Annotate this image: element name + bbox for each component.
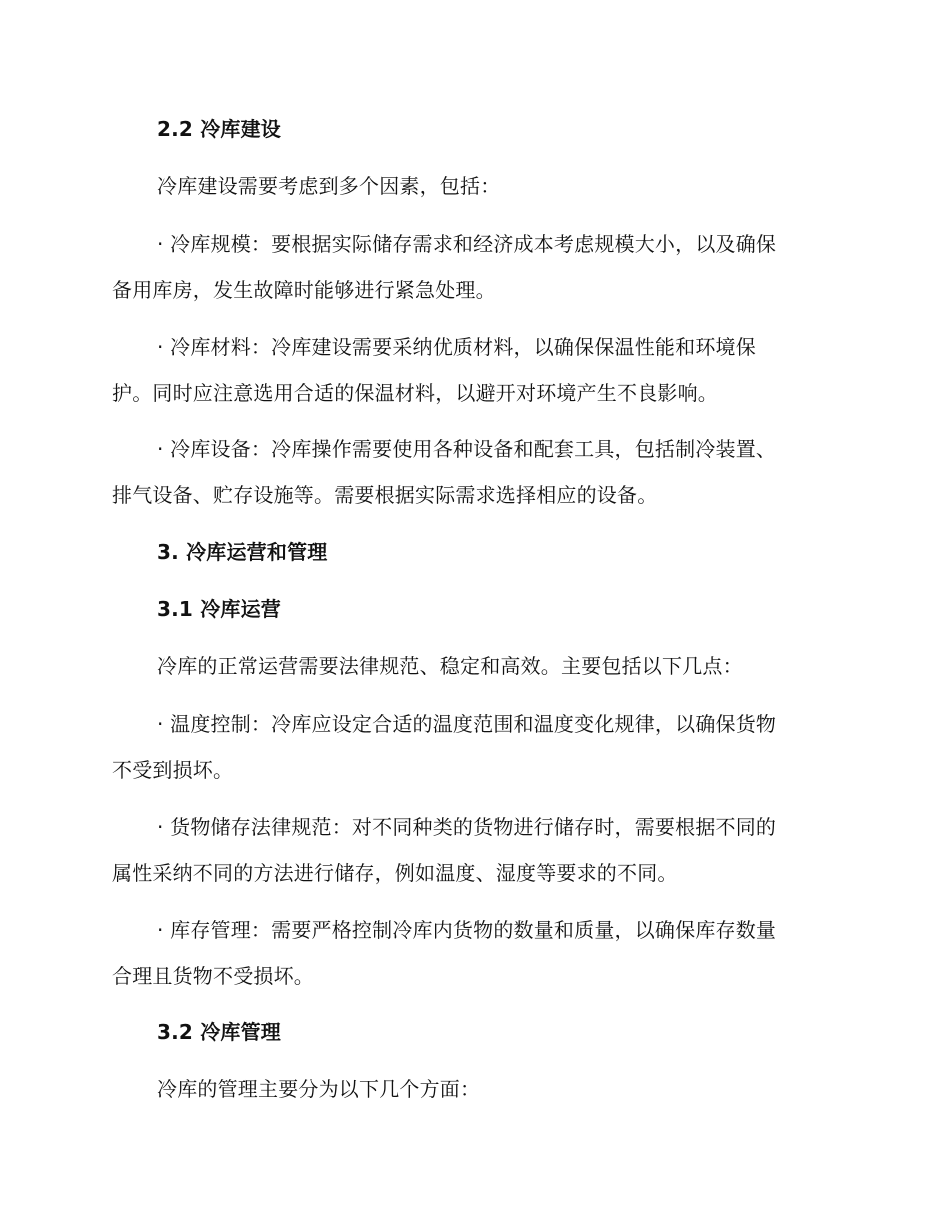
section-2-2-heading: 2.2 冷库建设 xyxy=(157,117,281,141)
section-3-1-heading: 3.1 冷库运营 xyxy=(157,597,281,621)
bullet-cold-storage-materials-line1: · 冷库材料：冷库建设需要采纳优质材料，以确保保温性能和环境保 xyxy=(157,335,756,359)
section-3-1-intro: 冷库的正常运营需要法律规范、稳定和高效。主要包括以下几点： xyxy=(157,654,743,678)
bullet-temperature-control-line1: · 温度控制：冷库应设定合适的温度范围和温度变化规律，以确保货物 xyxy=(157,712,777,736)
bullet-cold-storage-equipment-line2: 排气设备、贮存设施等。需要根据实际需求选择相应的设备。 xyxy=(112,483,658,507)
bullet-inventory-management-line2: 合理且货物不受损坏。 xyxy=(112,964,314,988)
bullet-cold-storage-equipment-line1: · 冷库设备：冷库操作需要使用各种设备和配套工具，包括制冷装置、 xyxy=(157,437,777,461)
bullet-cold-storage-materials-line2: 护。同时应注意选用合适的保温材料，以避开对环境产生不良影响。 xyxy=(112,381,718,405)
bullet-temperature-control-line2: 不受到损坏。 xyxy=(112,758,234,782)
bullet-cold-storage-scale-line2: 备用库房，发生故障时能够进行紧急处理。 xyxy=(112,278,496,302)
section-3-2-heading: 3.2 冷库管理 xyxy=(157,1020,281,1044)
bullet-goods-storage-line2: 属性采纳不同的方法进行储存，例如温度、湿度等要求的不同。 xyxy=(112,861,678,885)
section-2-2-intro: 冷库建设需要考虑到多个因素，包括： xyxy=(157,174,501,198)
bullet-inventory-management-line1: · 库存管理：需要严格控制冷库内货物的数量和质量，以确保库存数量 xyxy=(157,918,777,942)
bullet-goods-storage-line1: · 货物储存法律规范：对不同种类的货物进行储存时，需要根据不同的 xyxy=(157,815,777,839)
section-3-2-intro: 冷库的管理主要分为以下几个方面： xyxy=(157,1077,481,1101)
bullet-cold-storage-scale-line1: · 冷库规模：要根据实际储存需求和经济成本考虑规模大小，以及确保 xyxy=(157,232,777,256)
section-3-heading: 3. 冷库运营和管理 xyxy=(157,540,328,564)
